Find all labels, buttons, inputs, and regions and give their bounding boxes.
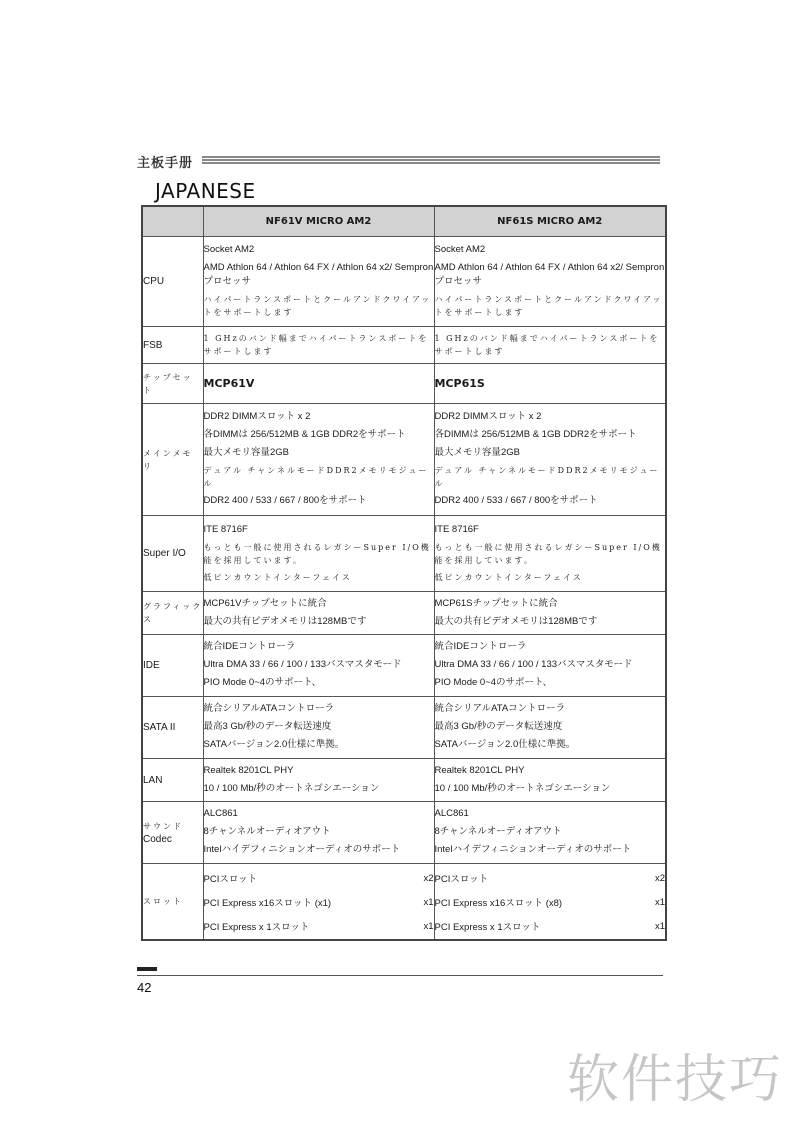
row-label: IDE <box>142 635 203 697</box>
cell-nf61v <box>203 759 434 802</box>
cell-nf61v <box>203 516 434 592</box>
cell-line: 最大メモリ容量2GB <box>434 447 521 458</box>
cell-line: Realtek 8201CL PHY <box>434 764 525 776</box>
header-blank-cell <box>142 206 203 237</box>
slot-line <box>204 895 434 909</box>
cell-line: Socket AM2 <box>434 244 486 255</box>
cell-line: 8チャンネルオーディオアウト <box>434 826 562 837</box>
slot-line <box>204 919 434 933</box>
cell-line: 各DIMMは 256/512MB & 1GB DDR2をサポート <box>203 429 406 440</box>
table-row-super-io <box>142 516 666 592</box>
cell-line: デュアル チャンネルモードDDR2メモリモジュール <box>434 466 660 488</box>
cell-line: DDR2 400 / 533 / 667 / 800をサポート <box>434 495 598 506</box>
cell-line: ハイパートランスポートとクールアンドクワイアットをサポートします <box>203 295 432 317</box>
table-row-sound-codec <box>142 802 666 864</box>
cell-nf61v <box>203 635 434 697</box>
cell-line: デュアル チャンネルモードDDR2メモリモジュール <box>203 466 429 488</box>
cell-nf61s <box>434 697 666 759</box>
slot-name: PCIスロット <box>434 874 489 886</box>
cell-line: SATAバージョン2.0仕様に準拠。 <box>434 739 576 750</box>
cell-line: 8チャンネルオーディオアウト <box>203 826 331 837</box>
slot-line <box>435 871 666 885</box>
cell-nf61s <box>434 864 666 940</box>
slot-qty: x1 <box>423 896 434 908</box>
section-title: JAPANESE <box>155 179 256 203</box>
row-label: グラフィックス <box>142 592 203 635</box>
table-row-memory <box>142 404 666 516</box>
table-row-graphics <box>142 592 666 635</box>
cell-nf61v <box>203 592 434 635</box>
chipset-value: MCP61V <box>203 377 255 390</box>
cell-line: Ultra DMA 33 / 66 / 100 / 133バスマスタモード <box>203 659 402 670</box>
row-label: SATA II <box>142 697 203 759</box>
column-header-nf61s: NF61S MICRO AM2 <box>434 206 666 237</box>
table-row-sata <box>142 697 666 759</box>
cell-line: Intelハイデフィニションオーディオのサポート <box>434 844 632 855</box>
spec-table <box>141 205 667 941</box>
table-header-row <box>142 206 666 237</box>
cell-line: Realtek 8201CL PHY <box>203 764 294 776</box>
slot-qty: x2 <box>423 872 434 884</box>
row-label-jp: サウンド <box>143 821 183 831</box>
row-label-en: Codec <box>143 833 172 845</box>
cell-line: ITE 8716F <box>203 523 248 535</box>
cell-line: 低ピンカウントインターフェイス <box>434 572 583 582</box>
row-label: LAN <box>142 759 203 802</box>
cell-line: 統合IDEコントローラ <box>434 641 527 652</box>
cell-line: 低ピンカウントインターフェイス <box>203 572 352 582</box>
cell-nf61s <box>434 635 666 697</box>
cell-line: ITE 8716F <box>434 523 479 535</box>
slot-qty: x1 <box>654 896 665 908</box>
slot-name: PCIスロット <box>203 874 258 886</box>
slot-name: PCI Express x16スロット (x8) <box>434 898 563 910</box>
column-header-nf61v: NF61V MICRO AM2 <box>203 206 434 237</box>
cell-nf61s <box>434 404 666 516</box>
cell-line: 最高3 Gb/秒のデータ転送速度 <box>203 721 332 732</box>
cell-nf61s <box>434 516 666 592</box>
table-row-lan <box>142 759 666 802</box>
cell-line: ALC861 <box>203 808 238 819</box>
cell-line: 10 / 100 Mb/秒のオートネゴシエーション <box>203 782 380 794</box>
cell-line: PIO Mode 0~4のサポート、 <box>434 677 553 688</box>
cell-nf61v <box>203 864 434 940</box>
cell-nf61s <box>434 364 666 404</box>
cell-line: DDR2 400 / 533 / 667 / 800をサポート <box>203 495 367 506</box>
watermark: 软件技巧 <box>567 1050 784 1110</box>
cell-line: 最高3 Gb/秒のデータ転送速度 <box>434 721 563 732</box>
table-row-fsb <box>142 327 666 364</box>
cell-line: 最大の共有ビデオメモリは128MBです <box>203 615 367 627</box>
cell-line: DDR2 DIMMスロット x 2 <box>434 411 542 422</box>
cell-line: 各DIMMは 256/512MB & 1GB DDR2をサポート <box>434 429 637 440</box>
row-label <box>142 802 203 864</box>
cell-nf61v <box>203 404 434 516</box>
cell-line: 1 GHzのバンド幅までハイパートランスポートをサポートします <box>203 333 429 356</box>
table-row-slots <box>142 864 666 940</box>
cell-line: もっとも一般に使用されるレガシーSuper I/O機能を採用しています。 <box>434 542 662 565</box>
cell-line: 1 GHzのバンド幅までハイパートランスポートをサポートします <box>434 333 660 356</box>
cell-line: AMD Athlon 64 / Athlon 64 FX / Athlon 64 x2/ Sempron プロセッサ <box>434 262 665 287</box>
table-row-cpu <box>142 237 666 327</box>
cell-nf61v <box>203 327 434 364</box>
cell-nf61s <box>434 759 666 802</box>
cell-line: 10 / 100 Mb/秒のオートネゴシエーション <box>434 782 611 794</box>
cell-line: SATAバージョン2.0仕様に準拠。 <box>203 739 345 750</box>
cell-nf61v <box>203 364 434 404</box>
cell-nf61v <box>203 237 434 327</box>
slot-name: PCI Express x 1スロット <box>434 922 541 934</box>
cell-line: DDR2 DIMMスロット x 2 <box>203 411 311 422</box>
row-label: チップセット <box>142 364 203 404</box>
cell-line: ALC861 <box>434 808 469 819</box>
cell-nf61s <box>434 802 666 864</box>
cell-line: Ultra DMA 33 / 66 / 100 / 133バスマスタモード <box>434 659 633 670</box>
slot-line <box>435 895 666 909</box>
slot-name: PCI Express x16スロット (x1) <box>203 898 332 910</box>
slot-line <box>204 871 434 885</box>
row-label: メインメモリ <box>142 404 203 516</box>
table-row-ide <box>142 635 666 697</box>
cell-line: Intelハイデフィニションオーディオのサポート <box>203 844 401 855</box>
cell-nf61s <box>434 327 666 364</box>
slot-name: PCI Express x 1スロット <box>203 922 310 934</box>
table-row-chipset <box>142 364 666 404</box>
cell-line: ハイパートランスポートとクールアンドクワイアットをサポートします <box>434 295 663 317</box>
slot-qty: x1 <box>423 920 434 932</box>
row-label: Super I/O <box>142 516 203 592</box>
cell-nf61s <box>434 237 666 327</box>
slot-qty: x2 <box>654 872 665 884</box>
footer-rule <box>137 975 663 976</box>
cell-line: PIO Mode 0~4のサポート、 <box>203 677 322 688</box>
cell-line: もっとも一般に使用されるレガシーSuper I/O機能を採用しています。 <box>203 542 431 565</box>
cell-line: 統合IDEコントローラ <box>203 641 296 652</box>
cell-line: MCP61Vチップセットに統合 <box>203 597 327 609</box>
cell-line: Socket AM2 <box>203 244 255 255</box>
cell-nf61s <box>434 592 666 635</box>
cell-line: 最大の共有ビデオメモリは128MBです <box>434 615 598 627</box>
row-label: FSB <box>142 327 203 364</box>
chipset-value: MCP61S <box>434 377 485 390</box>
cell-nf61v <box>203 802 434 864</box>
cell-nf61v <box>203 697 434 759</box>
cell-line: MCP61Sチップセットに統合 <box>434 597 558 609</box>
header-rule <box>202 156 660 164</box>
slot-line <box>435 919 666 933</box>
row-label: スロット <box>142 864 203 940</box>
footer-bar <box>137 967 157 971</box>
manual-title: 主板手册 <box>137 156 194 171</box>
cell-line: AMD Athlon 64 / Athlon 64 FX / Athlon 64 x2/ Sempron プロセッサ <box>203 262 434 287</box>
cell-line: 最大メモリ容量2GB <box>203 447 290 458</box>
slot-qty: x1 <box>654 920 665 932</box>
cell-line: 統合シリアルATAコントローラ <box>203 703 335 714</box>
row-label: CPU <box>142 237 203 327</box>
cell-line: 統合シリアルATAコントローラ <box>434 703 566 714</box>
page-number: 42 <box>137 980 152 995</box>
